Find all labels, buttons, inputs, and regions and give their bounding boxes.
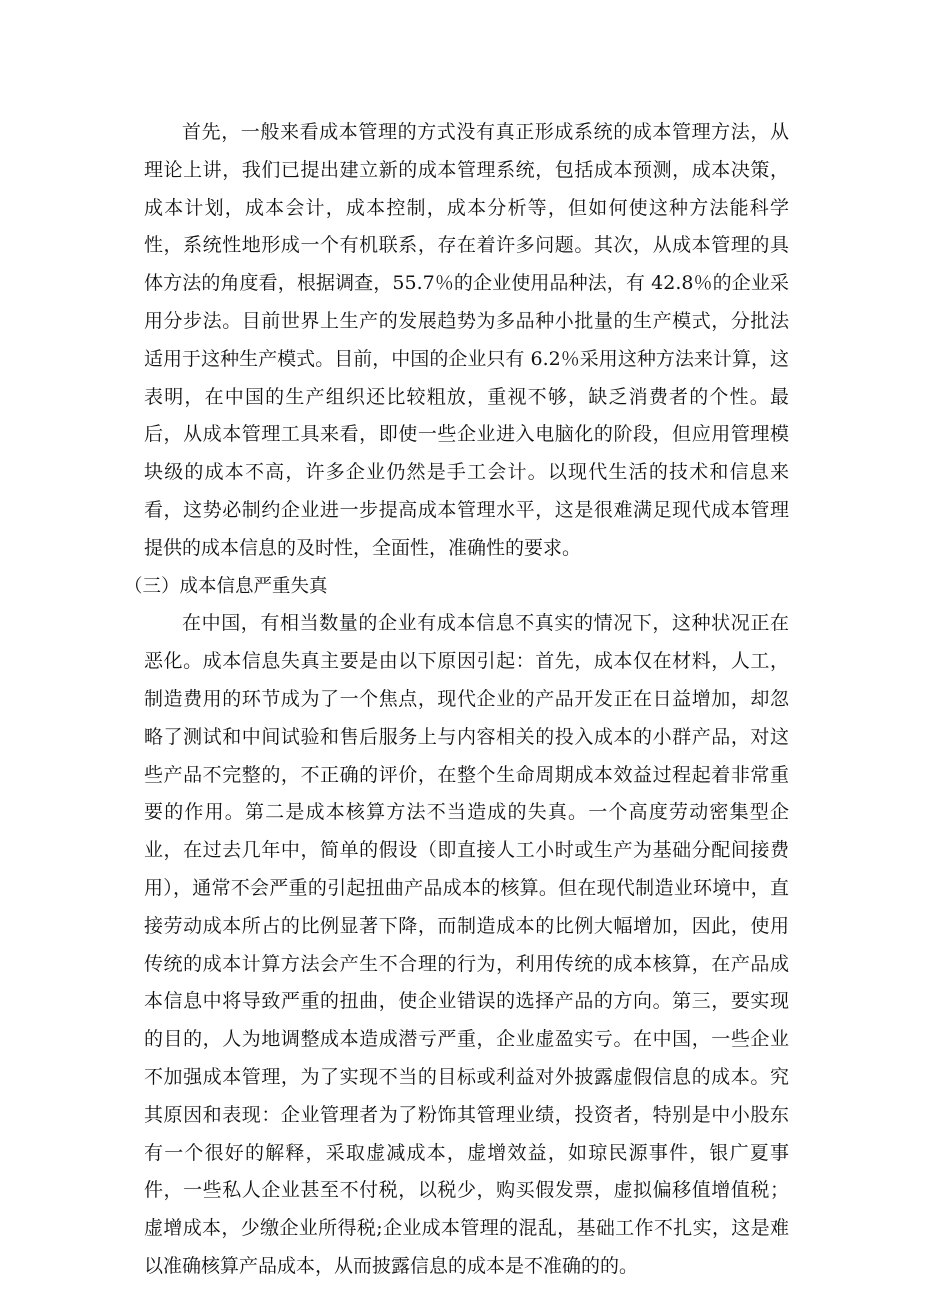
section-heading-cost-information-distortion: （三）成本信息严重失真 (124, 575, 328, 597)
body-paragraph-cost-management-methods: 首先，一般来看成本管理的方式没有真正形成系统的成本管理方法，从理论上讲，我们已提出建立新的成本管理系统，包括成本预测，成本决策，成本计划，成本会计，成本控制，成本分析等，但如何使这种方法能科学性，系统性地形成一个有机联系，存在着许多问题。其次，从成本管理的具体方法的角度看，根据调查，55.7％的企业使用品种法，有 42.8％的企业采用分步法。目前世界上生产的发展趋势为多品种小批量的生产模式，分批法适用于这种生产模式。目前，中国的企业只有 6.2％采用这种方法来计算，这表明，在中国的生产组织还比较粗放，重视不够，缺乏消费者的个性。最后，从成本管理工具来看，即使一些企业进入电脑化的阶段，但应用管理模块级的成本不高，许多企业仍然是手工会计。以现代生活的技术和信息来看，这势必制约企业进一步提高成本管理水平，这是很难满足现代成本管理提供的成本信息的及时性，全面性，准确性的要求。 (144, 121, 789, 559)
body-paragraph-cost-information-distortion: 在中国，有相当数量的企业有成本信息不真实的情况下，这种状况正在恶化。成本信息失真主要是由以下原因引起：首先，成本仅在材料，人工，制造费用的环节成为了一个焦点，现代企业的产品开发正在日益增加，却忽略了测试和中间试验和售后服务上与内容相关的投入成本的小群产品，对这些产品不完整的，不正确的评价，在整个生命周期成本效益过程起着非常重要的作用。第二是成本核算方法不当造成的失真。一个高度劳动密集型企业，在过去几年中，简单的假设（即直接人工小时或生产为基础分配间接费用），通常不会严重的引起扭曲产品成本的核算。但在现代制造业环境中，直接劳动成本所占的比例显著下降，而制造成本的比例大幅增加，因此，使用传统的成本计算方法会产生不合理的行为，利用传统的成本核算，在产品成本信息中将导致严重的扭曲，使企业错误的选择产品的方向。第三，要实现的目的，人为地调整成本造成潜亏严重，企业虚盈实亏。在中国，一些企业不加强成本管理，为了实现不当的目标或利益对外披露虚假信息的成本。究其原因和表现：企业管理者为了粉饰其管理业绩，投资者，特别是中小股东有一个很好的解释，采取虚减成本，虚增效益，如琼民源事件，银广夏事件，一些私人企业甚至不付税，以税少，购买假发票，虚拟偏移值增值税；虚增成本，少缴企业所得税;企业成本管理的混乱，基础工作不扎实，这是难以准确核算产品成本，从而披露信息的成本是不准确的的。 (144, 612, 789, 1277)
document-page (124, 114, 789, 1286)
